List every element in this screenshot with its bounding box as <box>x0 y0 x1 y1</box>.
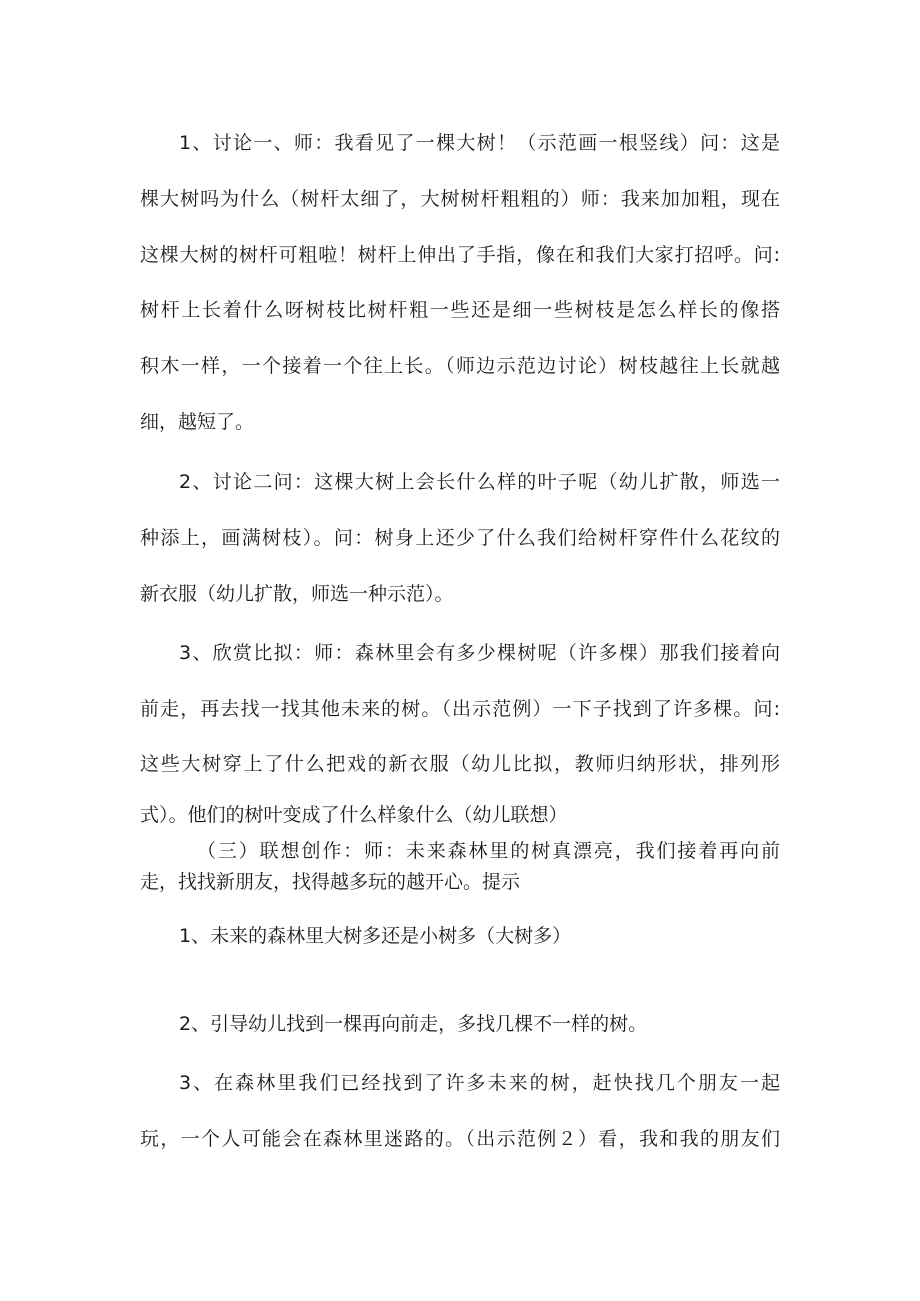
paragraph-1-line-5: 积木一样，一个接着一个往上长。（师边示范边讨论）树枝越往上长就越 <box>140 355 780 377</box>
hint-item-2: 2、引导幼儿找到一棵再向前走，多找几棵不一样的树。 <box>179 1013 648 1035</box>
hint-item-3-line-2: 玩，一个人可能会在森林里迷路的。（出示范例２）看，我和我的朋友们 <box>140 1128 780 1150</box>
hint-item-3-line-1: 3、在森林里我们已经找到了许多未来的树，赶快找几个朋友一起 <box>179 1072 780 1094</box>
paragraph-2-line-2: 种添上，画满树枝）。问：树身上还少了什么我们给树杆穿件什么花纹的 <box>140 527 780 549</box>
hint-item-1: 1、未来的森林里大树多还是小树多（大树多） <box>179 925 572 947</box>
paragraph-1-line-4: 树杆上长着什么呀树枝比树杆粗一些还是细一些树枝是怎么样长的像搭 <box>140 299 780 321</box>
paragraph-2-line-3: 新衣服（幼儿扩散，师选一种示范）。 <box>140 583 454 605</box>
paragraph-1-line-3: 这棵大树的树杆可粗啦！树杆上伸出了手指，像在和我们大家打招呼。问: <box>140 244 780 266</box>
paragraph-4-line-1: （三）联想创作：师：未来森林里的树真漂亮，我们接着再向前 <box>197 840 780 862</box>
paragraph-2-line-1: 2、讨论二问：这棵大树上会长什么样的叶子呢（幼儿扩散，师选一 <box>179 471 780 493</box>
paragraph-1-line-1: 1、讨论一、师：我看见了一棵大树！（示范画一根竖线）问：这是 <box>179 132 780 154</box>
paragraph-3-line-2: 前走，再去找一找其他未来的树。（出示范例）一下子找到了许多棵。问: <box>140 698 780 720</box>
paragraph-3-line-1: 3、欣赏比拟：师：森林里会有多少棵树呢（许多棵）那我们接着向 <box>179 642 780 664</box>
paragraph-3-line-4: 式）。他们的树叶变成了什么样象什么（幼儿联想） <box>140 804 568 826</box>
paragraph-1-line-6: 细，越短了。 <box>140 411 255 433</box>
paragraph-4-line-2: 走，找找新朋友，找得越多玩的越开心。提示 <box>140 871 521 893</box>
paragraph-3-line-3: 这些大树穿上了什么把戏的新衣服（幼儿比拟，教师归纳形状，排列形 <box>140 753 780 775</box>
paragraph-1-line-2: 棵大树吗为什么（树杆太细了，大树树杆粗粗的）师：我来加加粗，现在 <box>140 188 780 210</box>
